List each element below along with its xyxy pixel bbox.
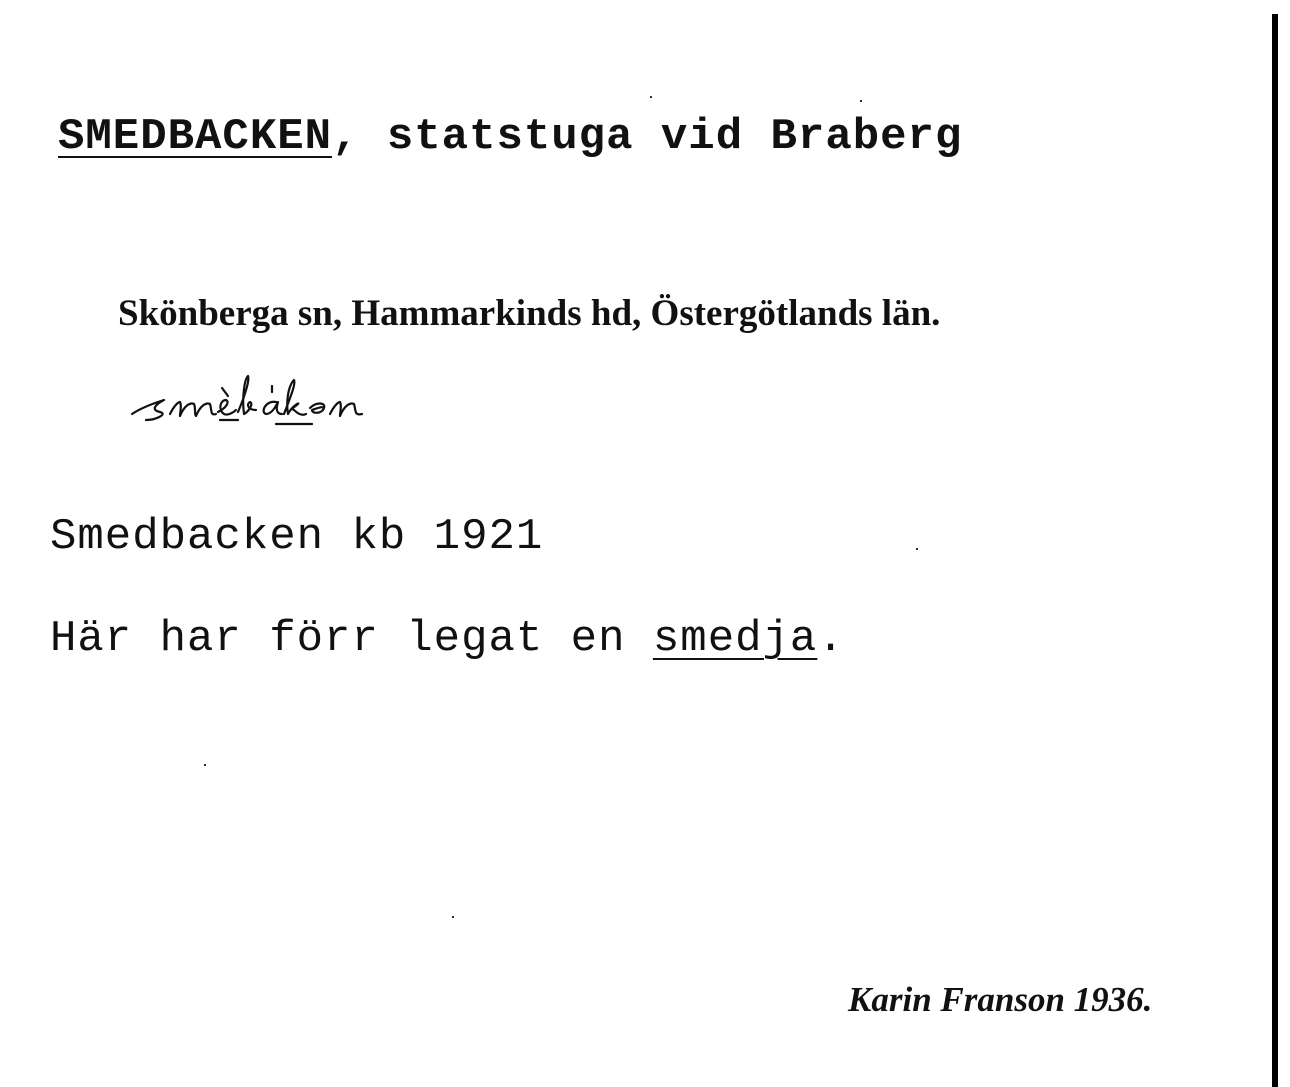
speck [860,100,862,102]
card-edge-line [1272,14,1278,1087]
place-description: , statstuga vid Braberg [332,112,963,162]
note-period: . [817,614,845,664]
collector-signature: Karin Franson 1936. [848,980,1153,1019]
note-keyword: smedja [652,614,818,664]
historical-note [50,614,845,664]
speck [204,764,206,766]
place-heading [58,112,962,162]
place-name: SMEDBACKEN [58,112,333,162]
speck [916,548,918,550]
speck [650,96,652,98]
record-line: Smedbacken kb 1921 [50,512,544,562]
parish-location: Skönberga sn, Hammarkinds hd, Östergötlands län. [118,293,941,334]
speck [452,916,454,918]
handwritten-signature-icon [126,358,486,438]
note-text: Här har förr legat en [50,614,653,664]
dialect-pronunciation-handwriting [126,358,486,443]
